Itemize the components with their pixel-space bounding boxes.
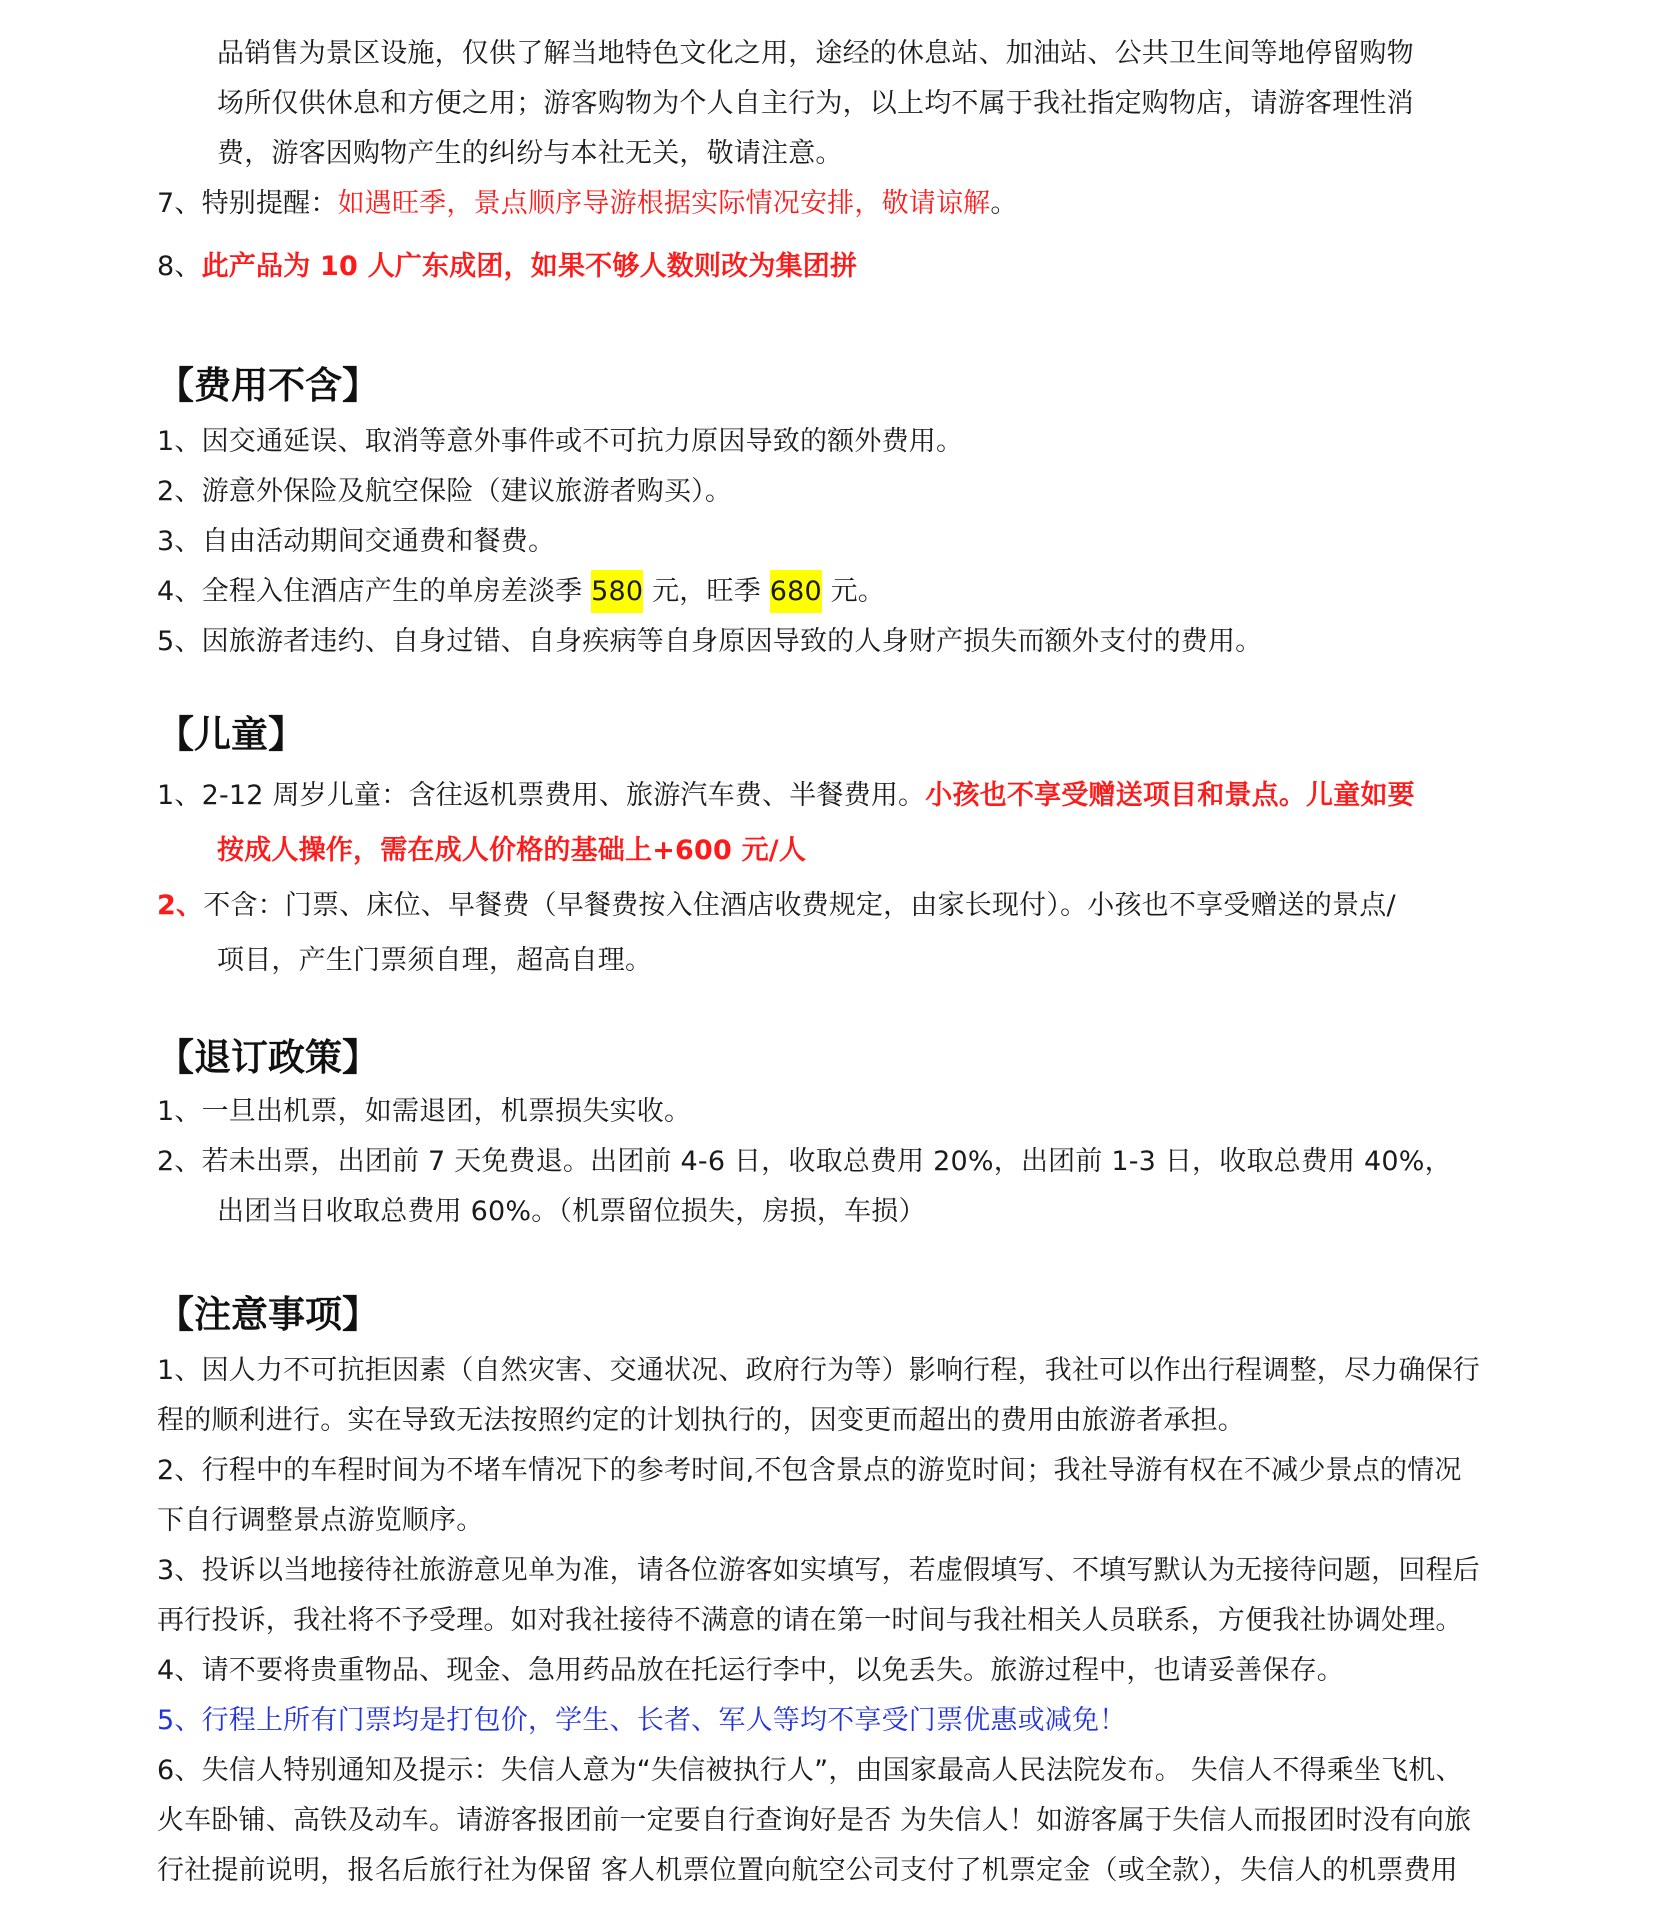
fees-item-1: 1、因交通延误、取消等意外事件或不可抗力原因导致的额外费用。 bbox=[157, 426, 964, 457]
low-season-price: 580 bbox=[591, 570, 643, 613]
notes-line-6: 再行投诉，我社将不予受理。如对我社接待不满意的请在第一时间与我社相关人员联系，方便我社协调处理。 bbox=[157, 1605, 1463, 1636]
notes-line-11: 行社提前说明，报名后旅行社为保留 客人机票位置向航空公司支付了机票定金（或全款），失信人的机票费用 bbox=[157, 1855, 1458, 1886]
high-season-price: 680 bbox=[770, 570, 822, 613]
refund-item-2: 2、若未出票，出团前 7 天免费退。出团前 4-6 日，收取总费用 20%，出团前 1-3 日，收取总费用 40%， bbox=[157, 1146, 1452, 1177]
notes-line-8: 5、行程上所有门票均是打包价，学生、长者、军人等均不享受门票优惠或减免！ bbox=[157, 1705, 1127, 1736]
notes-line-10: 火车卧铺、高铁及动车。请游客报团前一定要自行查询好是否 为失信人！如游客属于失信人而报团时没有向旅 bbox=[157, 1805, 1472, 1836]
item8-highlight: 此产品为 10 人广东成团，如果不够人数则改为集团拼 bbox=[201, 251, 858, 282]
fees-item-4-text-a: 4、全程入住酒店产生的单房差淡季 bbox=[157, 576, 592, 607]
fees-item-2: 2、游意外保险及航空保险（建议旅游者购买）。 bbox=[157, 476, 733, 507]
notes-line-7: 4、请不要将贵重物品、现金、急用药品放在托运行李中，以免丢失。旅游过程中，也请妥善保存。 bbox=[157, 1655, 1344, 1686]
children-title: 【儿童】 bbox=[157, 713, 305, 756]
children-item-1-highlight: 小孩也不享受赠送项目和景点。儿童如要 bbox=[925, 780, 1415, 811]
refund-item-1: 1、一旦出机票，如需退团，机票损失实收。 bbox=[157, 1096, 692, 1127]
notes-line-2: 程的顺利进行。实在导致无法按照约定的计划执行的，因变更而超出的费用由旅游者承担。 bbox=[157, 1405, 1245, 1436]
children-item-2-text: 不含：门票、床位、早餐费（早餐费按入住酒店收费规定，由家长现付）。小孩也不享受赠送的景点/ bbox=[203, 890, 1396, 921]
notes-line-9: 6、失信人特别通知及提示：失信人意为“失信被执行人”，由国家最高人民法院发布。 失信人不得乘坐飞机、 bbox=[157, 1755, 1463, 1786]
fees-item-4-text-b: 元，旺季 bbox=[643, 576, 770, 607]
fees-excluded-title: 【费用不含】 bbox=[157, 364, 379, 407]
children-item-2-number: 2、 bbox=[157, 890, 204, 921]
fees-item-3: 3、自由活动期间交通费和餐费。 bbox=[157, 526, 556, 557]
children-item-1-line-2: 按成人操作，需在成人价格的基础上+600 元/人 bbox=[217, 835, 807, 866]
children-item-2 bbox=[157, 888, 1396, 924]
intro-line-3: 费，游客因购物产生的纠纷与本社无关，敬请注意。 bbox=[217, 138, 843, 169]
notes-title: 【注意事项】 bbox=[157, 1293, 379, 1336]
notes-line-3: 2、行程中的车程时间为不堵车情况下的参考时间,不包含景点的游览时间；我社导游有权在不减少景点的情况 bbox=[157, 1455, 1462, 1486]
item7-suffix: 。 bbox=[990, 188, 1018, 219]
refund-title: 【退订政策】 bbox=[157, 1036, 379, 1079]
intro-line-1: 品销售为景区设施，仅供了解当地特色文化之用，途经的休息站、加油站、公共卫生间等地停留购物 bbox=[217, 38, 1414, 69]
intro-line-2: 场所仅供休息和方便之用；游客购物为个人自主行为，以上均不属于我社指定购物店，请游客理性消 bbox=[217, 88, 1414, 119]
children-item-2-line-2: 项目，产生门票须自理，超高自理。 bbox=[217, 945, 653, 976]
fees-item-5: 5、因旅游者违约、自身过错、自身疾病等自身原因导致的人身财产损失而额外支付的费用。 bbox=[157, 626, 1263, 657]
intro-item-7 bbox=[157, 186, 1018, 222]
notes-line-1: 1、因人力不可抗拒因素（自然灾害、交通状况、政府行为等）影响行程，我社可以作出行程调整，尽力确保行 bbox=[157, 1355, 1480, 1386]
fees-item-4 bbox=[157, 574, 885, 610]
item7-highlight: 如遇旺季，景点顺序导游根据实际情况安排，敬请谅解 bbox=[337, 188, 991, 219]
children-item-1 bbox=[157, 778, 1415, 814]
item8-number: 8、 bbox=[157, 251, 202, 282]
fees-item-4-text-c: 元。 bbox=[821, 576, 886, 607]
intro-item-8 bbox=[157, 249, 857, 285]
notes-line-4: 下自行调整景点游览顺序。 bbox=[157, 1505, 484, 1536]
children-item-1-text: 1、2-12 周岁儿童：含往返机票费用、旅游汽车费、半餐费用。 bbox=[157, 780, 926, 811]
item7-prefix: 7、特别提醒： bbox=[157, 188, 338, 219]
notes-line-5: 3、投诉以当地接待社旅游意见单为准，请各位游客如实填写，若虚假填写、不填写默认为无接待问题，回程后 bbox=[157, 1555, 1480, 1586]
refund-item-2-line-2: 出团当日收取总费用 60%。（机票留位损失，房损，车损） bbox=[217, 1196, 926, 1227]
